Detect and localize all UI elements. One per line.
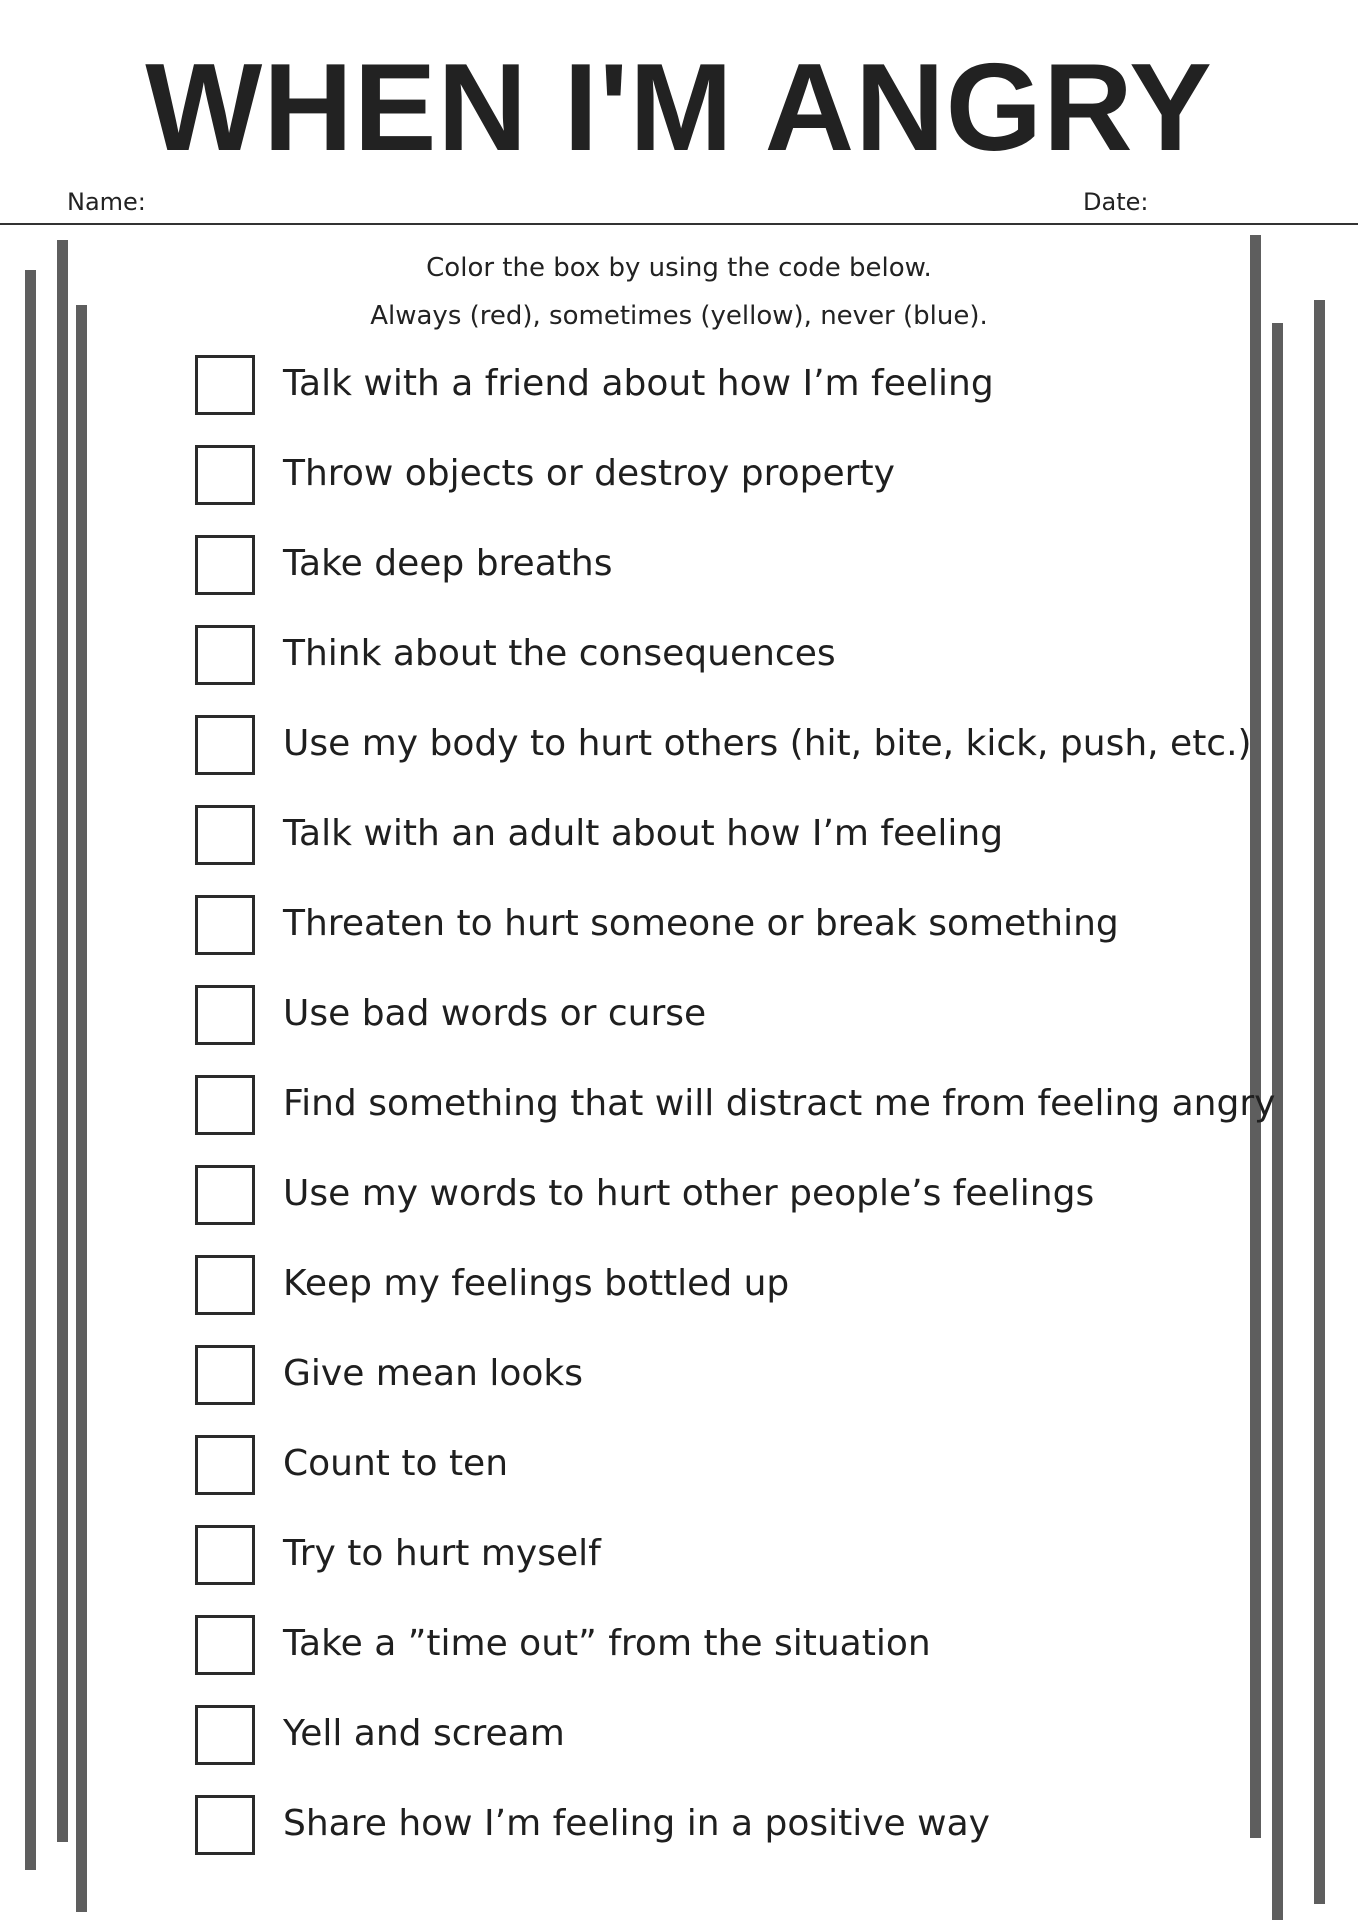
color-box[interactable] (195, 625, 255, 685)
right-decorative-bar-inner (1250, 235, 1261, 1838)
color-box[interactable] (195, 1615, 255, 1675)
checklist-item (195, 1435, 1195, 1525)
color-box[interactable] (195, 1165, 255, 1225)
color-box[interactable] (195, 1255, 255, 1315)
checklist-item (195, 715, 1252, 805)
right-decorative-bar-outer (1314, 300, 1325, 1904)
checklist-item-label: Use my words to hurt other people’s feelings (283, 1173, 1095, 1214)
checklist-item (195, 985, 1195, 1075)
color-box[interactable] (195, 1795, 255, 1855)
checklist-item (195, 895, 1195, 985)
checklist-item-label: Take a ”time out” from the situation (283, 1623, 931, 1664)
instructions-line-1: Color the box by using the code below. (426, 253, 932, 283)
page-title: WHEN I'M ANGRY (145, 39, 1213, 177)
checklist-item (195, 1255, 1195, 1345)
checklist-item (195, 1525, 1195, 1615)
checklist-item (195, 1615, 1195, 1705)
left-decorative-bar-inner (76, 305, 87, 1912)
header-divider (0, 223, 1358, 225)
checklist (195, 355, 1276, 1885)
checklist-item (195, 1165, 1195, 1255)
checklist-item-label: Find something that will distract me from feeling angry (283, 1083, 1276, 1124)
color-box[interactable] (195, 535, 255, 595)
checklist-item (195, 445, 1195, 535)
date-field-label: Date: (1083, 188, 1149, 216)
checklist-item (195, 535, 1195, 625)
left-decorative-bar-middle (57, 240, 68, 1842)
instructions (0, 244, 1358, 340)
checklist-item (195, 1075, 1276, 1165)
checklist-item-label: Keep my feelings bottled up (283, 1263, 790, 1304)
checklist-item-label: Use bad words or curse (283, 993, 707, 1034)
color-box[interactable] (195, 895, 255, 955)
color-box[interactable] (195, 1435, 255, 1495)
color-box[interactable] (195, 445, 255, 505)
checklist-item-label: Give mean looks (283, 1353, 583, 1394)
checklist-item (195, 805, 1195, 895)
checklist-item-label: Take deep breaths (283, 543, 613, 584)
color-box[interactable] (195, 1705, 255, 1765)
checklist-item-label: Talk with a friend about how I’m feeling (283, 363, 994, 404)
checklist-item-label: Threaten to hurt someone or break something (283, 903, 1119, 944)
name-field-label: Name: (67, 188, 146, 216)
checklist-item-label: Yell and scream (283, 1713, 565, 1754)
checklist-item-label: Share how I’m feeling in a positive way (283, 1803, 990, 1844)
checklist-item (195, 355, 1195, 445)
color-box[interactable] (195, 1345, 255, 1405)
checklist-item-label: Talk with an adult about how I’m feeling (283, 813, 1004, 854)
checklist-item (195, 625, 1195, 715)
color-box[interactable] (195, 1525, 255, 1585)
checklist-item (195, 1345, 1195, 1435)
color-box[interactable] (195, 355, 255, 415)
checklist-item (195, 1795, 1195, 1885)
checklist-item-label: Think about the consequences (283, 633, 836, 674)
checklist-item-label: Count to ten (283, 1443, 509, 1484)
checklist-item (195, 1705, 1195, 1795)
checklist-item-label: Throw objects or destroy property (283, 453, 895, 494)
color-box[interactable] (195, 985, 255, 1045)
color-box[interactable] (195, 715, 255, 775)
color-box[interactable] (195, 1075, 255, 1135)
color-box[interactable] (195, 805, 255, 865)
checklist-item-label: Use my body to hurt others (hit, bite, kick, push, etc.) (283, 723, 1252, 764)
instructions-line-2: Always (red), sometimes (yellow), never (blue). (370, 301, 988, 331)
left-decorative-bar-outer (25, 270, 36, 1870)
checklist-item-label: Try to hurt myself (283, 1533, 601, 1574)
